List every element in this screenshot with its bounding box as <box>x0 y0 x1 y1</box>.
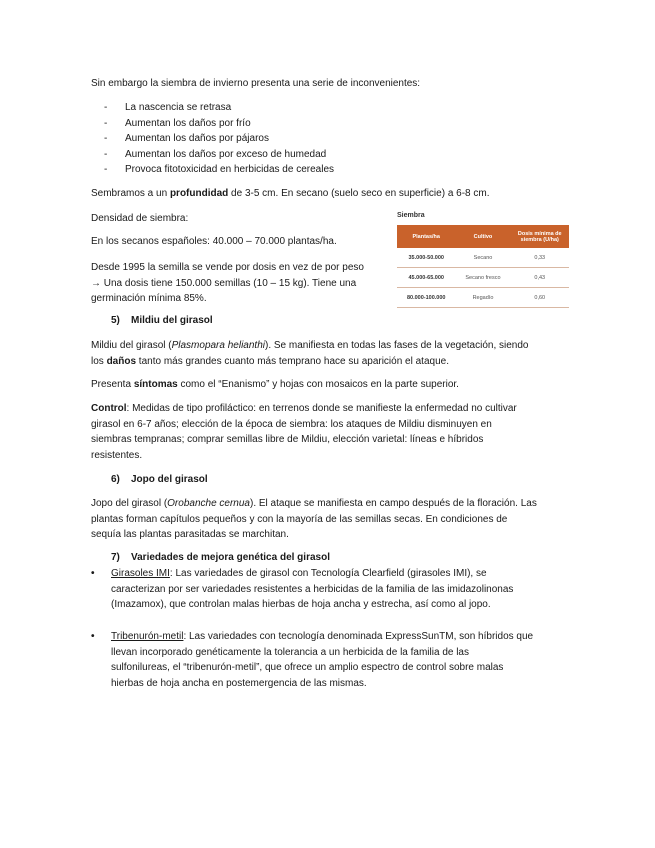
siembra-table <box>397 225 569 308</box>
tribenuron-bullet: • Tribenurón-metil: Las variedades con tecnología denominada ExpressSunTM, son híbridos que llevan incorporado genéticamente la tolerancia a un herbicida de la familia de las sulfonilureas, el “tribenurón-metil”, que ofrece un amplio espectro de control sobre malas hierbas de hoja ancha en postemergencia de las mismas. <box>91 631 534 689</box>
table-header-row <box>397 225 569 248</box>
table-row <box>397 268 569 288</box>
list-item: - Aumentan los daños por frío <box>104 117 251 129</box>
table-cell: 0,60 <box>511 288 570 308</box>
profundidad-text: Sembramos a un profundidad de 3-5 cm. En secano (suelo seco en superficie) a 6-8 cm. <box>91 188 490 199</box>
inconvenientes-list <box>91 100 334 178</box>
intro-text: Sin embargo la siembra de invierno presenta una serie de inconvenientes: <box>91 78 421 89</box>
imi-bullet: • Girasoles IMI: Las variedades de girasol con Tecnología Clearfield (girasoles IMI), se caracterizan por ser variedades resistentes a herbicidas de la familia de las imidazolinonas (Imazamox), que controlan malas hierbas de hoja ancha y estrecha, así como al jopo. <box>91 568 514 610</box>
list-item: - Aumentan los daños por exceso de humedad <box>104 148 327 160</box>
table-header: Plantas/ha <box>397 225 455 248</box>
section-heading: 5) Mildiu del girasol <box>111 315 213 326</box>
list-item: - Provoca fitotoxicidad en herbicidas de cereales <box>104 164 335 175</box>
table-cell: Secano fresco <box>455 268 510 288</box>
table-header: Dosis mínima de siembra (U/ha) <box>511 225 570 248</box>
jopo-text: Jopo del girasol (Orobanche cernua). El ataque se manifiesta en campo después de la floración. Las plantas forman capítulos pequeños y con la mayoría de las semillas secas. En condiciones de sequía las plantas parasitadas se marchitan. <box>91 498 537 540</box>
mildiu-text: Mildiu del girasol (Plasmopara helianthi). Se manifiesta en todas las fases de la vegetación, siendo los daños tanto más grandes cuanto más temprano hace su aparición el ataque. <box>91 340 529 367</box>
table-title: Siembra <box>397 212 425 219</box>
table-row <box>397 288 569 308</box>
list-item: - La nascencia se retrasa <box>104 102 232 113</box>
table-cell: 35.000-50.000 <box>397 248 455 268</box>
dosis-text: Desde 1995 la semilla se vende por dosis en vez de por peso → Una dosis tiene 150.000 semillas (10 – 15 kg). Tiene una germinación mínima 85%. <box>91 262 364 304</box>
section-heading: 6) Jopo del girasol <box>111 474 208 485</box>
table-cell: 0,43 <box>511 268 570 288</box>
table-header: Cultivo <box>455 225 510 248</box>
table-row <box>397 248 569 268</box>
siembra-table-figure <box>397 212 569 308</box>
sintomas-text: Presenta síntomas como el “Enanismo” y hojas con mosaicos en la parte superior. <box>91 379 459 390</box>
control-text: Control: Medidas de tipo profiláctico: en terrenos donde se manifieste la enfermedad no cultivar girasol en 6-7 años; elección de la época de siembra: los ataques de Mildiu disminuyen en siembras tempranas; comprar semillas libre de Mildiu, elección varietal: líneas e híbridos resistentes. <box>91 403 517 461</box>
densidad-label: Densidad de siembra: <box>91 213 189 224</box>
table-cell: 0,33 <box>511 248 570 268</box>
table-cell: 45.000-65.000 <box>397 268 455 288</box>
secanos-text: En los secanos españoles: 40.000 – 70.000 plantas/ha. <box>91 236 337 247</box>
section-heading: 7) Variedades de mejora genética del girasol <box>111 552 330 563</box>
table-cell: Secano <box>455 248 510 268</box>
table-cell: 80.000-100.000 <box>397 288 455 308</box>
table-cell: Regadío <box>455 288 510 308</box>
list-item: - Aumentan los daños por pájaros <box>104 133 269 144</box>
